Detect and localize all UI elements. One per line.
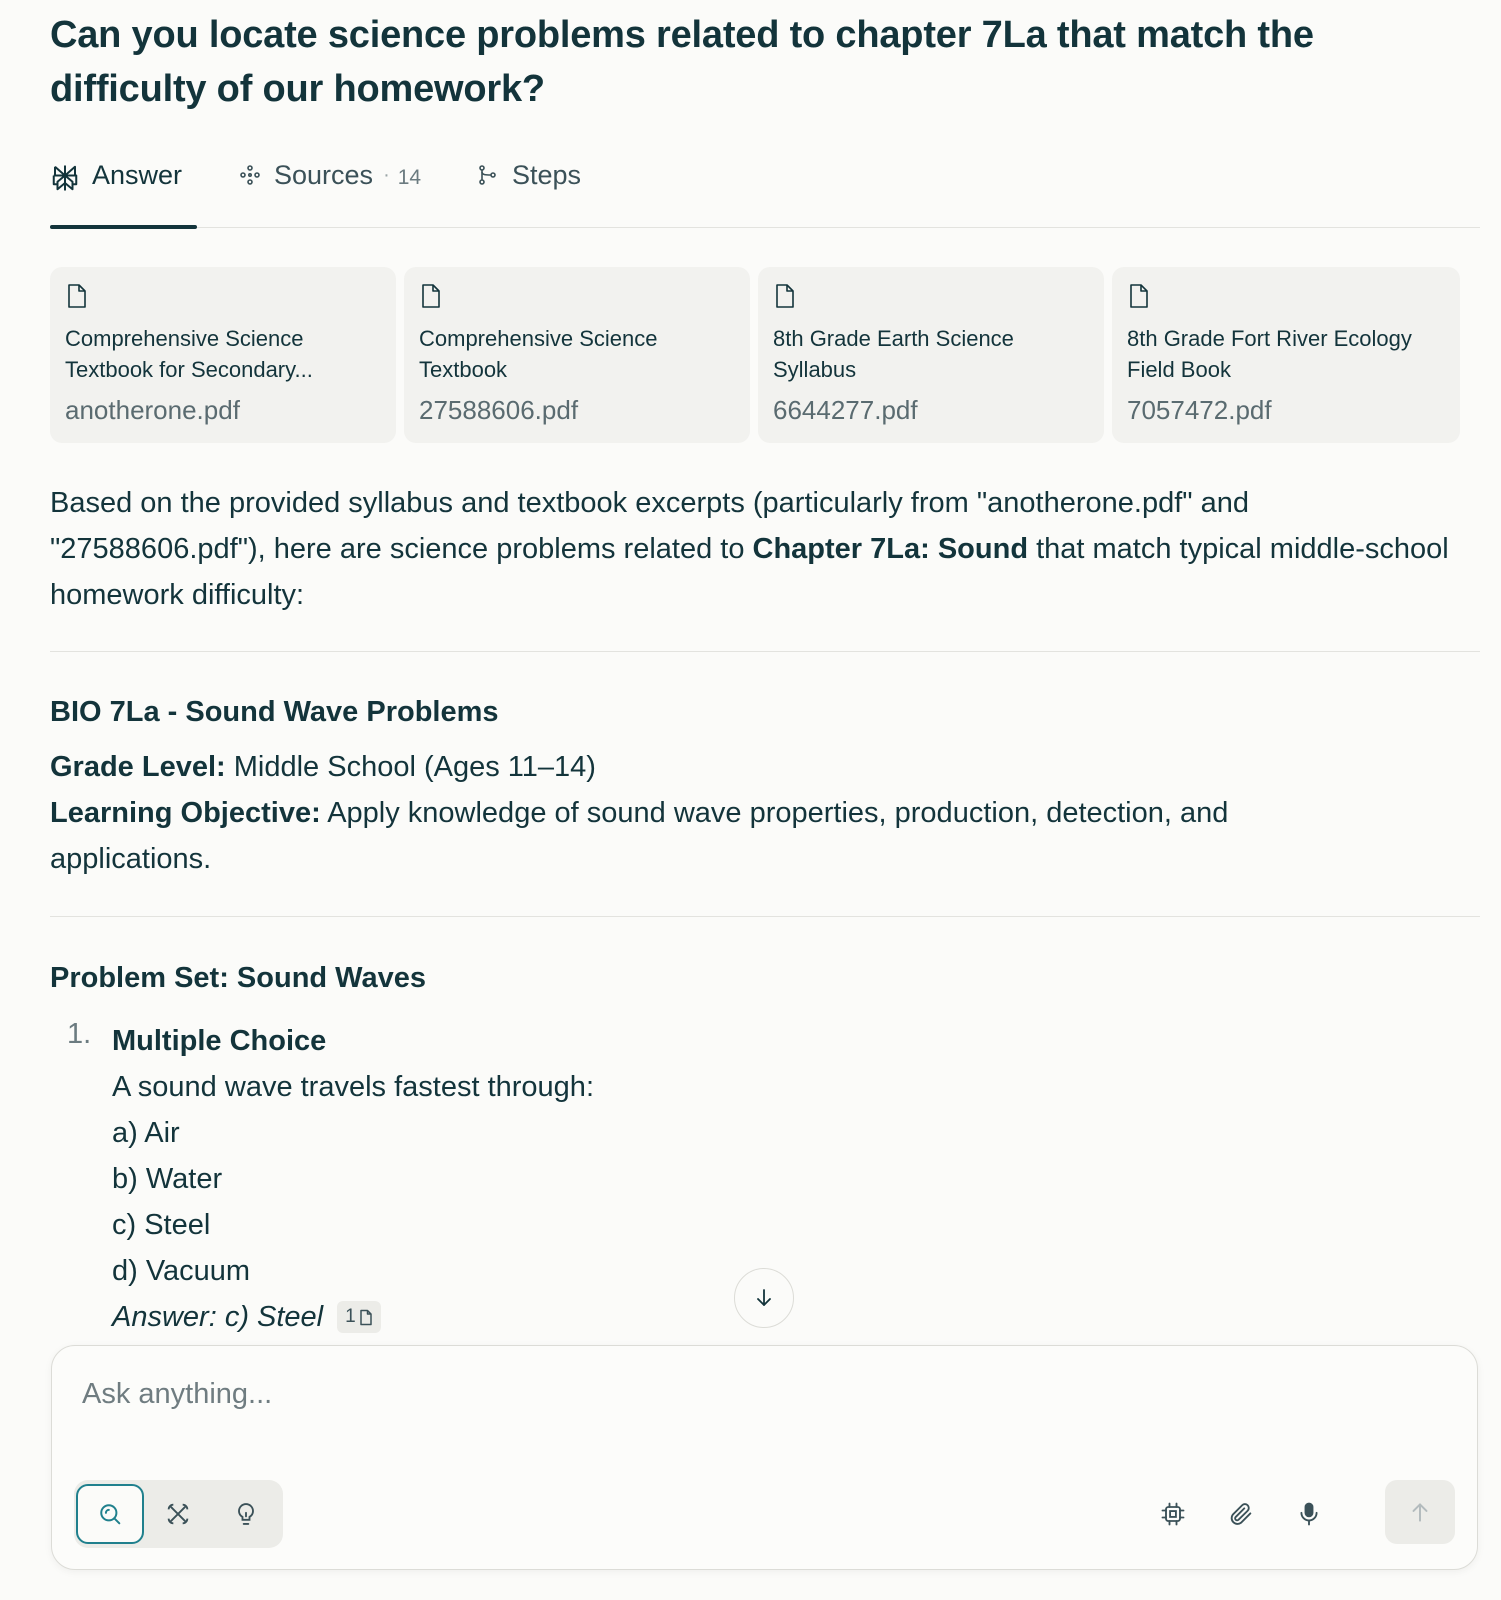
learning-objective-value: Apply knowledge of sound wave properties, production, detection, and applications.	[50, 797, 1229, 875]
problem-option: d) Vacuum	[112, 1255, 251, 1287]
source-card[interactable]	[1112, 267, 1460, 443]
ask-composer	[51, 1345, 1478, 1570]
intro-text: Based on the provided syllabus and textbook excerpts (particularly from "anotherone.pdf" and "27588606.pdf"), here are science problems related to	[50, 487, 1250, 565]
attach-button[interactable]	[1213, 1486, 1269, 1542]
document-icon	[419, 283, 735, 309]
section-meta	[50, 744, 1350, 882]
microphone-icon	[1295, 1500, 1323, 1528]
learning-objective	[50, 790, 1350, 882]
document-icon	[65, 283, 381, 309]
source-card-file: anotherone.pdf	[65, 395, 240, 425]
problem-option: b) Water	[112, 1163, 223, 1195]
sources-count: 14	[397, 166, 422, 189]
section-divider	[50, 651, 1480, 652]
tab-answer[interactable]	[50, 150, 182, 228]
source-card-file: 7057472.pdf	[1127, 395, 1272, 425]
model-select-button[interactable]	[1145, 1486, 1201, 1542]
problem-option: c) Steel	[112, 1209, 211, 1241]
problem-set-heading: Problem Set: Sound Waves	[50, 962, 426, 994]
citation-number: 1	[345, 1306, 356, 1327]
perplexity-logo-icon	[50, 163, 80, 193]
grade-level	[50, 744, 1350, 790]
source-card-title: 8th Grade Fort River Ecology Field Book	[1127, 326, 1412, 382]
steps-icon	[476, 163, 500, 187]
voice-input-button[interactable]	[1281, 1486, 1337, 1542]
grade-level-label: Grade Level:	[50, 751, 226, 783]
source-card-file: 27588606.pdf	[419, 395, 579, 425]
problem-body	[112, 1018, 1212, 1340]
paperclip-icon	[1227, 1500, 1255, 1528]
tab-sources-label: Sources	[274, 160, 374, 190]
tab-steps-label: Steps	[512, 160, 582, 190]
problem-answer-text: Answer: c) Steel	[112, 1301, 324, 1333]
sources-separator: ·	[383, 164, 390, 186]
send-button[interactable]	[1385, 1480, 1455, 1544]
search-mode-toggle	[74, 1480, 283, 1548]
ask-input[interactable]	[82, 1372, 1382, 1416]
source-cards	[50, 267, 1480, 443]
problem-number: 1.	[67, 1018, 92, 1050]
source-card[interactable]	[758, 267, 1104, 443]
citation-badge[interactable]	[337, 1301, 381, 1333]
tab-sources[interactable]	[238, 150, 421, 228]
section-heading: BIO 7La - Sound Wave Problems	[50, 696, 499, 728]
active-tab-indicator	[50, 225, 197, 229]
problem-option: a) Air	[112, 1117, 180, 1149]
source-card[interactable]	[50, 267, 396, 443]
intro-text-end: that match typical middle-school homework difficulty:	[50, 533, 1449, 611]
document-icon	[359, 1309, 373, 1326]
source-card-file: 6644277.pdf	[773, 395, 918, 425]
document-icon	[1127, 283, 1445, 309]
problem-prompt: A sound wave travels fastest through:	[112, 1071, 594, 1103]
sources-icon	[238, 163, 262, 187]
question-title: Can you locate science problems related to chapter 7La that match the difficulty of our homework?	[50, 14, 1314, 110]
search-mode-button[interactable]	[76, 1484, 144, 1544]
source-card-title: Comprehensive Science Textbook for Secondary...	[65, 326, 313, 382]
research-icon	[164, 1500, 192, 1528]
document-icon	[773, 283, 1089, 309]
tab-answer-label: Answer	[92, 160, 183, 190]
arrow-up-icon	[1407, 1499, 1433, 1525]
problem-answer	[112, 1294, 1212, 1340]
grade-level-value: Middle School (Ages 11–14)	[225, 751, 596, 783]
learning-objective-label: Learning Objective:	[50, 797, 321, 829]
tab-steps[interactable]	[476, 150, 581, 228]
chip-icon	[1159, 1500, 1187, 1528]
source-card-title: 8th Grade Earth Science Syllabus	[773, 326, 1014, 382]
problem-title: Multiple Choice	[112, 1025, 327, 1057]
source-card[interactable]	[404, 267, 750, 443]
arrow-down-icon	[752, 1286, 776, 1310]
search-icon	[96, 1500, 124, 1528]
scroll-to-bottom-button[interactable]	[734, 1268, 794, 1328]
result-tabs	[50, 150, 1480, 228]
answer-intro	[50, 480, 1470, 618]
intro-chapter: Chapter 7La: Sound	[752, 533, 1029, 565]
section-divider	[50, 916, 1480, 917]
source-card-title: Comprehensive Science Textbook	[419, 326, 658, 382]
research-mode-button[interactable]	[144, 1484, 212, 1544]
labs-mode-button[interactable]	[212, 1484, 280, 1544]
lightbulb-icon	[232, 1500, 260, 1528]
